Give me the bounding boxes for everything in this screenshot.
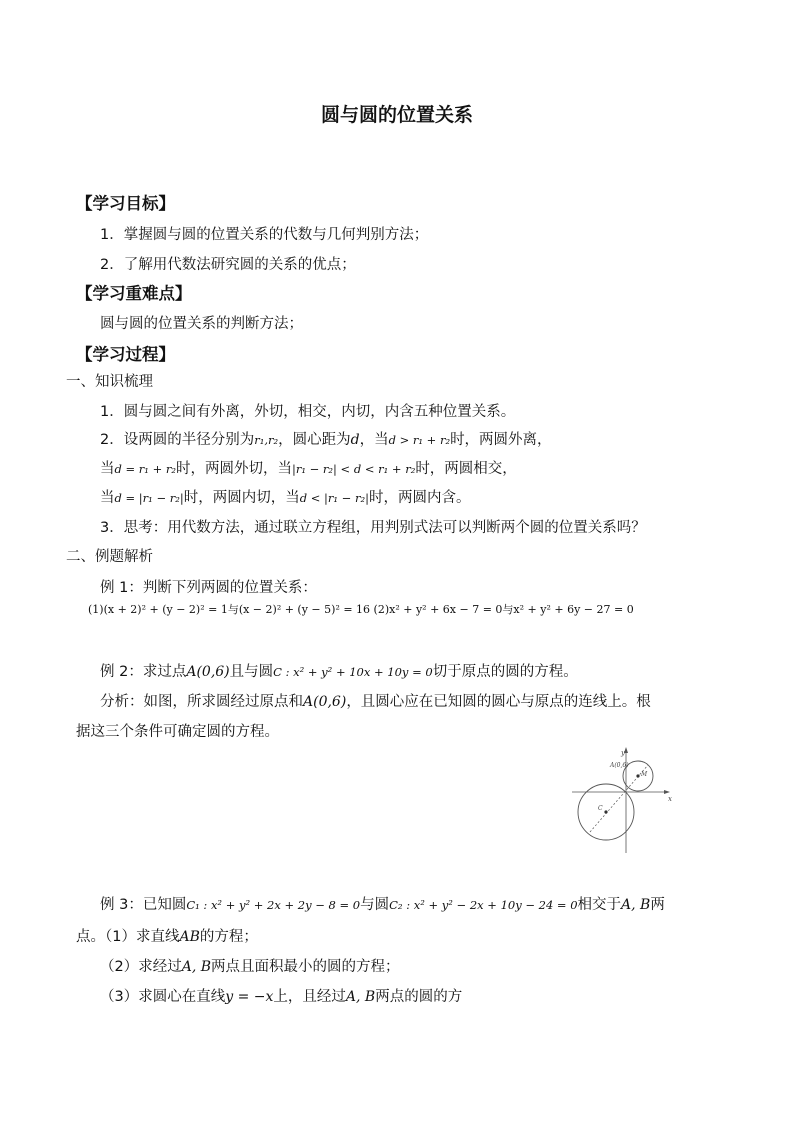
center-M-label: M — [641, 771, 648, 778]
page-title: 圆与圆的位置关系 — [320, 104, 473, 126]
text: （2）求经过 — [100, 959, 182, 975]
text: ，当 — [359, 432, 389, 448]
line-AB: AB — [179, 929, 200, 945]
text: 时，两圆外离， — [450, 432, 552, 448]
knowledge-line-3 — [100, 457, 517, 478]
text: 两点的圆的方 — [375, 989, 463, 1005]
key-points-text: 圆与圆的位置关系的判断方法； — [100, 316, 303, 332]
example-1-equations: (1)(x + 2)² + (y − 2)² = 1与(x − 2)² + (y − 5)² = 16 (2)x² + y² + 6x − 7 = 0与x² + y² + 6y − 27 = 0 — [88, 603, 634, 616]
points-AB: A, B — [181, 959, 212, 975]
text: 两 — [650, 897, 665, 913]
text: 当 — [100, 461, 115, 477]
x-label: x — [668, 795, 672, 803]
text: 切于原点的圆的方程。 — [432, 664, 578, 680]
circle-C2-equation: C₂ : x² + y² − 2x + 10y − 24 = 0 — [389, 898, 578, 912]
center-C-label: C — [598, 805, 603, 812]
radii-symbols: r₁,r₂ — [254, 433, 279, 447]
knowledge-item-2 — [100, 428, 552, 449]
points-AB: A, B — [345, 989, 376, 1005]
text: 的方程； — [199, 929, 258, 945]
example-1-text: 例 1：判断下列两圆的位置关系： — [100, 580, 317, 596]
text: 当 — [100, 490, 115, 506]
example-3-line-2 — [76, 925, 258, 946]
text: 分析：如图，所求圆经过原点和 — [100, 694, 303, 710]
goal-item-2: 2．了解用代数法研究圆的关系的优点； — [100, 257, 356, 273]
condition-internal-tangent: d = |r₁ − r₂| — [114, 491, 184, 505]
distance-symbol: d — [350, 432, 360, 448]
text: 相交于 — [577, 897, 622, 913]
text: 例 3：已知圆 — [100, 897, 187, 913]
text: （3）求圆心在直线 — [100, 989, 226, 1005]
center-line — [590, 765, 648, 832]
text: 点。（1）求直线 — [76, 929, 180, 945]
y-label: y — [621, 749, 625, 757]
knowledge-item-3: 3．思考：用代数方法，通过联立方程组，用判别式法可以判断两个圆的位置关系吗？ — [100, 520, 646, 536]
example-3-line-1 — [100, 893, 665, 914]
text: 两点且面积最小的圆的方程； — [211, 959, 400, 975]
text: ，圆心距为 — [278, 432, 351, 448]
key-points-heading: 【学习重难点】 — [76, 284, 192, 303]
condition-intersect: |r₁ − r₂| < d < r₁ + r₂ — [291, 462, 416, 476]
points-AB: A, B — [621, 897, 651, 913]
center-M-dot — [636, 774, 639, 777]
text: 时，两圆内切，当 — [183, 490, 300, 506]
part1-heading: 一、知识梳理 — [66, 374, 153, 390]
text: 时，两圆内含。 — [368, 490, 471, 506]
text: 时，两圆外切，当 — [175, 461, 292, 477]
part2-heading: 二、例题解析 — [66, 549, 153, 565]
text: 2．设两圆的半径分别为 — [100, 432, 255, 448]
x-arrow-icon — [664, 790, 670, 794]
knowledge-line-4 — [100, 486, 470, 507]
circle-C1-equation: C₁ : x² + y² + 2x + 2y − 8 = 0 — [186, 898, 361, 912]
text: 与圆 — [360, 897, 390, 913]
text: 且与圆 — [229, 664, 274, 680]
point-A: A(0,6) — [303, 694, 347, 710]
goal-item-1: 1．掌握圆与圆的位置关系的代数与几何判别方法； — [100, 227, 429, 243]
condition-separate: d > r₁ + r₂ — [388, 433, 451, 447]
process-heading: 【学习过程】 — [76, 345, 175, 364]
goals-heading: 【学习目标】 — [76, 194, 175, 213]
condition-contain: d < |r₁ − r₂| — [299, 491, 369, 505]
line-equation: y = −x — [225, 989, 274, 1005]
analysis-line-1 — [100, 690, 651, 711]
condition-external-tangent: d = r₁ + r₂ — [114, 462, 176, 476]
text: ，且圆心应在已知圆的圆心与原点的连线上。根 — [346, 694, 651, 710]
example-3-line-3 — [100, 955, 400, 976]
center-C-dot — [604, 810, 607, 813]
point-A-label: A(0,6) — [610, 762, 629, 769]
point-A: A(0,6) — [186, 664, 230, 680]
circles-figure — [570, 745, 675, 855]
analysis-line-2: 据这三个条件可确定圆的方程。 — [76, 724, 279, 740]
text: 例 2：求过点 — [100, 664, 187, 680]
example-2 — [100, 660, 578, 681]
knowledge-item-1: 1．圆与圆之间有外离，外切，相交，内切，内含五种位置关系。 — [100, 404, 516, 420]
text: 时，两圆相交， — [415, 461, 517, 477]
text: 上，且经过 — [273, 989, 346, 1005]
circle-C-equation: C : x² + y² + 10x + 10y = 0 — [273, 665, 433, 679]
example-3-line-4 — [100, 985, 462, 1006]
